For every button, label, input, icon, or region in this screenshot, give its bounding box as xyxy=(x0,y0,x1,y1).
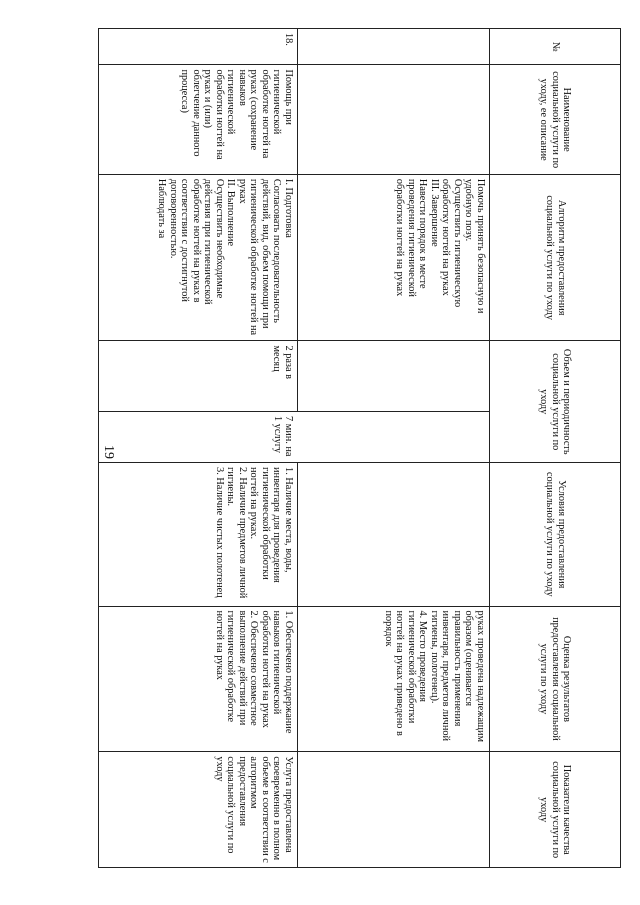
header-quality: Показатели качества социальной услуги по уходу xyxy=(490,752,621,868)
algorithm-line: I. Подготовка xyxy=(283,178,294,238)
table-header-row xyxy=(490,29,621,868)
cell-empty xyxy=(298,752,490,868)
table-row xyxy=(99,29,298,868)
table-row xyxy=(298,29,490,868)
conditions-text: 1. Наличие места, воды, инвентаря для проведения гигиенической обработки ногтей на руках. 2. Наличие предметов личной гигиены. 3. Наличие чистых полотенец xyxy=(213,467,294,599)
cell-empty xyxy=(298,29,490,65)
evaluation-text: 1. Обеспечено поддержание навыков гигиенической обработки ногтей на руках 2. Обеспечено совместное выполнение действий при гигиенической обработке ногтей на руках xyxy=(213,610,294,734)
cell-empty xyxy=(298,65,490,174)
algorithm-line: Навести порядок в месте проведения гигиенической обработки ногтей на руках xyxy=(394,178,429,297)
evaluation-text: руках проведена надлежащим образом (оценивается правильность применения инвентаря, предметов личной гигиены, полотенец). 4. Место проведения гигиенической обработки ногтей на руках приведено в порядок xyxy=(382,610,486,742)
header-evaluation: Оценка результатов предоставления социальной услуги по уходу xyxy=(490,606,621,752)
algorithm-line: Осуществить гигиеническую обработку ногтей на руках xyxy=(440,178,463,308)
header-conditions: Условия предоставления социальной услуги по уходу xyxy=(490,463,621,606)
algorithm-line: Согласовать последовательность действий, вид, объем помощи при гигиенической обработке ногтей на руках xyxy=(236,178,283,336)
cell-algorithm xyxy=(298,174,490,341)
cell-empty xyxy=(298,341,490,412)
cell-num: 18. xyxy=(99,29,298,65)
cell-frequency: 2 раза в месяц xyxy=(99,341,298,412)
page-number: 19 xyxy=(101,445,116,459)
cell-empty xyxy=(298,463,490,606)
algorithm-line: Наблюдать за xyxy=(156,178,168,239)
algorithm-line: II. Выполнение xyxy=(225,178,237,247)
algorithm-line: Помочь принять безопасную и удобную позу. xyxy=(463,178,486,314)
cell-algorithm xyxy=(99,174,298,341)
cell-evaluation xyxy=(298,606,490,752)
cell-quality: Услуга предоставлена своевременно в полном объеме в соответствии с алгоритмом предоставления социальной услуги по уходу xyxy=(99,752,298,868)
cell-evaluation xyxy=(99,606,298,752)
cell-empty xyxy=(298,411,490,462)
header-num: № xyxy=(490,29,621,65)
rotated-page xyxy=(101,28,621,868)
header-algorithm: Алгоритм предоставления социальной услуги по уходу xyxy=(490,174,621,341)
cell-name: Помощь при гигиенической обработке ногтей на руках (сохранение навыков гигиенической обработки ногтей на руках и (или) облегчение данного процесса) xyxy=(99,65,298,174)
algorithm-line: Осуществить необходимые действия при гигиенической обработке ногтей на руках в соответствии с достигнутой договоренностью. xyxy=(167,178,225,305)
header-name: Наименование социальной услуги по уходу, ее описание xyxy=(490,65,621,174)
cell-conditions xyxy=(99,463,298,606)
cell-duration: 7 мин. на 1 услугу xyxy=(99,411,298,462)
header-volume: Объем и периодичность социальной услуги по уходу xyxy=(490,341,621,463)
algorithm-line: III. Завершение xyxy=(428,178,440,247)
services-table xyxy=(98,28,621,868)
